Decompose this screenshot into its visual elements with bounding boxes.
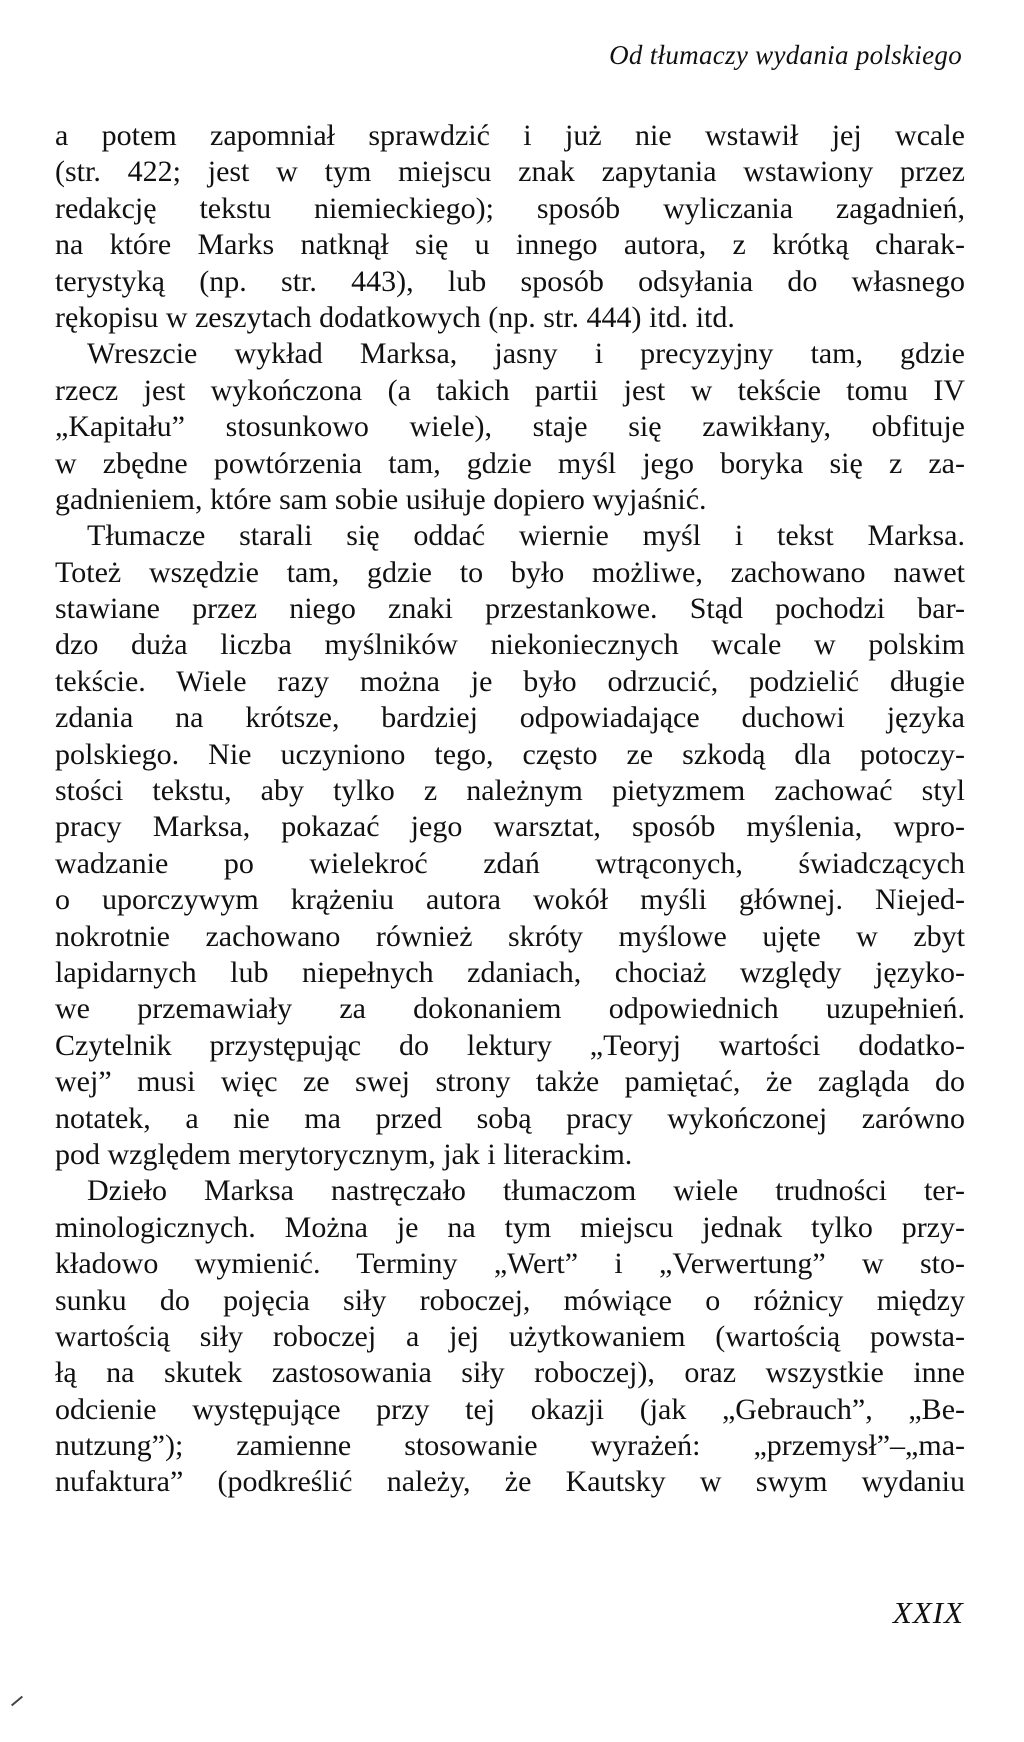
text-line: nutzung”); zamienne stosowanie wyrażeń: „przemysł”–„ma- xyxy=(55,1429,965,1463)
text-line: tekście. Wiele razy można je było odrzucić, podzielić długie xyxy=(55,664,965,698)
text-line: Dzieło Marksa nastręczało tłumaczom wiele trudności ter- xyxy=(87,1174,965,1208)
text-line: polskiego. Nie uczyniono tego, często ze szkodą dla potoczy- xyxy=(55,737,965,771)
text-line: nokrotnie zachowano również skróty myślowe ujęte w zbyt xyxy=(55,919,965,953)
text-line: Toteż wszędzie tam, gdzie to było możliwe, zachowano nawet xyxy=(55,555,965,589)
text-line: łą na skutek zastosowania siły roboczej), oraz wszystkie inne xyxy=(55,1356,965,1390)
text-line: (str. 422; jest w tym miejscu znak zapytania wstawiony przez xyxy=(55,155,965,189)
text-line: na które Marks natknął się u innego autora, z krótką charak- xyxy=(55,228,965,262)
text-line: rękopisu w zeszytach dodatkowych (np. str. 444) itd. itd. xyxy=(55,300,735,334)
text-line: pracy Marksa, pokazać jego warsztat, sposób myślenia, wpro- xyxy=(55,810,965,844)
text-line: zdania na krótsze, bardziej odpowiadające duchowi języka xyxy=(55,701,965,735)
text-line: wej” musi więc ze swej strony także pamiętać, że zagląda do xyxy=(55,1065,965,1099)
text-line: lapidarnych lub niepełnych zdaniach, chociaż względy języko- xyxy=(55,955,965,989)
text-line: w zbędne powtórzenia tam, gdzie myśl jego boryka się z za- xyxy=(55,446,965,480)
text-line: pod względem merytorycznym, jak i literackim. xyxy=(55,1137,633,1171)
text-line: o uporczywym krążeniu autora wokół myśli głównej. Niejed- xyxy=(55,883,965,917)
body-text xyxy=(55,118,965,1501)
text-line: Tłumacze starali się oddać wiernie myśl i tekst Marksa. xyxy=(87,519,965,553)
text-line: redakcję tekstu niemieckiego); sposób wyliczania zagadnień, xyxy=(55,191,965,225)
text-line: stości tekstu, aby tylko z należnym pietyzmem zachować styl xyxy=(55,774,965,808)
text-line: wartością siły roboczej a jej użytkowaniem (wartością powsta- xyxy=(55,1319,965,1353)
text-line: Czytelnik przystępując do lektury „Teoryj wartości dodatko- xyxy=(55,1028,965,1062)
text-line: we przemawiały za dokonaniem odpowiednich uzupełnień. xyxy=(55,992,965,1026)
page-number: XXIX xyxy=(892,1595,964,1630)
text-line: dzo duża liczba myślników niekoniecznych wcale w polskim xyxy=(55,628,965,662)
text-line: rzecz jest wykończona (a takich partii jest w tekście tomu IV xyxy=(55,373,965,407)
text-line: a potem zapomniał sprawdzić i już nie wstawił jej wcale xyxy=(55,119,965,152)
text-line: odcienie występujące przy tej okazji (jak „Gebrauch”, „Be- xyxy=(55,1392,965,1426)
text-line: Wreszcie wykład Marksa, jasny i precyzyjny tam, gdzie xyxy=(87,337,965,371)
text-line: kładowo wymienić. Terminy „Wert” i „Verwertung” w sto- xyxy=(55,1247,965,1281)
running-head: Od tłumaczy wydania polskiego xyxy=(609,40,962,70)
text-line: stawiane przez niego znaki przestankowe. Stąd pochodzi bar- xyxy=(55,592,965,626)
text-line: wadzanie po wielekroć zdań wtrąconych, świadczących xyxy=(55,846,965,880)
text-line: minologicznych. Można je na tym miejscu jednak tylko przy- xyxy=(55,1210,965,1244)
text-line: notatek, a nie ma przed sobą pracy wykończonej zarówno xyxy=(55,1101,965,1135)
text-line: gadnieniem, które sam sobie usiłuje dopiero wyjaśnić. xyxy=(55,482,707,516)
scan-mark xyxy=(11,1696,23,1707)
text-line: nufaktura” (podkreślić należy, że Kautsky w swym wydaniu xyxy=(55,1465,965,1499)
text-line: sunku do pojęcia siły roboczej, mówiące o różnicy między xyxy=(55,1283,965,1317)
text-line: „Kapitału” stosunkowo wiele), staje się zawikłany, obfituje xyxy=(55,410,965,444)
text-line: terystyką (np. str. 443), lub sposób odsyłania do własnego xyxy=(55,264,965,298)
